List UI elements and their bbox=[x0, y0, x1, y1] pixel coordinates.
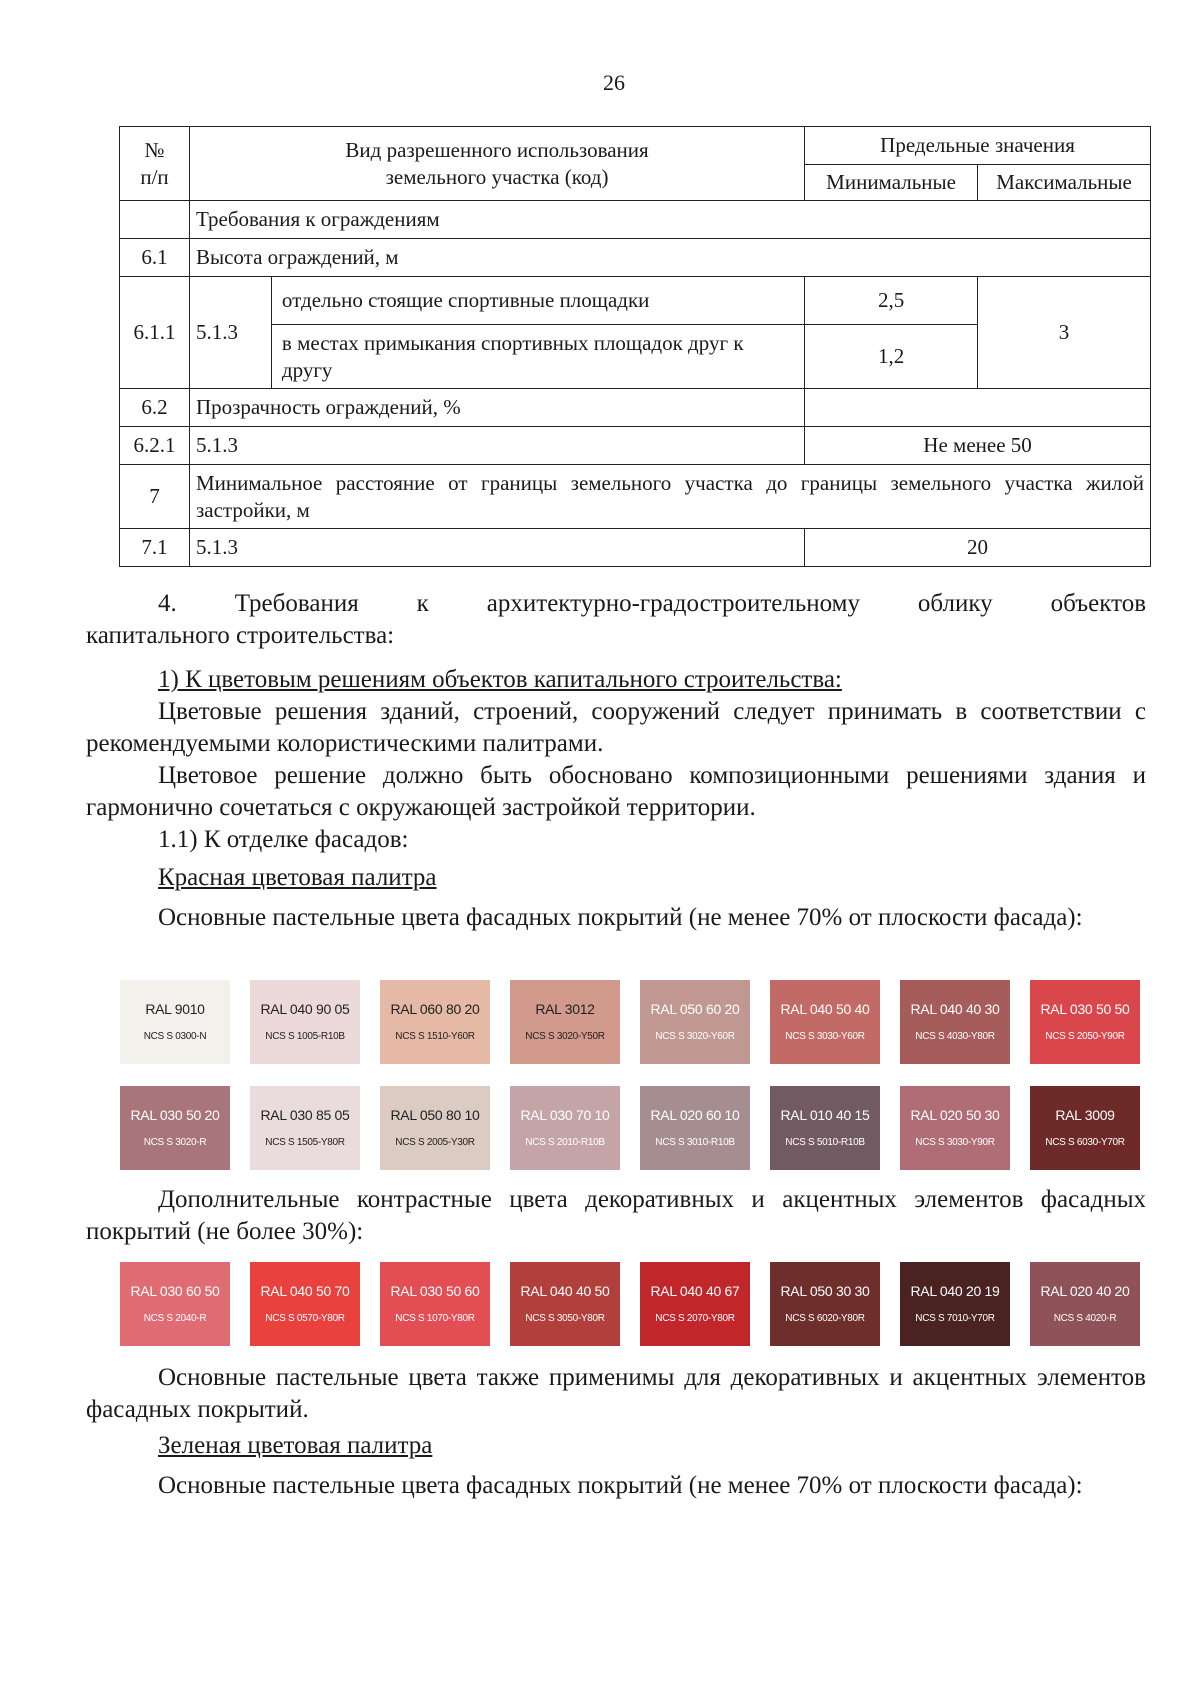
color-swatch bbox=[510, 1086, 620, 1170]
swatch-ral-code: RAL 030 50 50 bbox=[1040, 1001, 1130, 1017]
swatch-ral-code: RAL 030 70 10 bbox=[520, 1107, 610, 1123]
swatch-ncs-code: NCS S 1505-Y80R bbox=[265, 1137, 345, 1148]
row-6-2-1-value: Не менее 50 bbox=[805, 427, 1151, 465]
swatch-ral-code: RAL 030 85 05 bbox=[260, 1107, 350, 1123]
swatch-ncs-code: NCS S 1005-R10B bbox=[265, 1031, 345, 1042]
swatch-ral-code: RAL 040 40 30 bbox=[910, 1001, 1000, 1017]
swatch-ral-code: RAL 9010 bbox=[145, 1001, 205, 1017]
color-swatch bbox=[770, 1262, 880, 1346]
swatch-ncs-code: NCS S 3020-R bbox=[143, 1137, 207, 1148]
color-swatch bbox=[510, 980, 620, 1064]
swatch-ncs-code: NCS S 4020-R bbox=[1053, 1313, 1117, 1324]
row-6-2-number: 6.2 bbox=[120, 389, 190, 427]
color-swatch bbox=[510, 1262, 620, 1346]
page-number: 26 bbox=[603, 70, 625, 95]
color-swatch bbox=[640, 980, 750, 1064]
swatch-ral-code: RAL 030 50 20 bbox=[130, 1107, 220, 1123]
color-paragraph-1: Цветовые решения зданий, строений, сооружений следует принимать в соответствии с рекомендуемыми колористическими палитрами. bbox=[86, 698, 1146, 757]
color-swatch bbox=[120, 1086, 230, 1170]
color-paragraph-2: Цветовое решение должно быть обосновано композиционными решениями здания и гармонично сочетаться с окружающей застройкой территории. bbox=[86, 762, 1146, 821]
row-6-1-1-a-min: 2,5 bbox=[805, 277, 978, 325]
swatch-ncs-code: NCS S 4030-Y80R bbox=[915, 1031, 995, 1042]
swatch-ncs-code: NCS S 2040-R bbox=[143, 1313, 207, 1324]
color-swatch bbox=[1030, 980, 1140, 1064]
row-6-2-text: Прозрачность ограждений, % bbox=[189, 389, 804, 427]
swatch-ncs-code: NCS S 1510-Y60R bbox=[395, 1031, 475, 1042]
swatch-ral-code: RAL 030 50 60 bbox=[390, 1283, 480, 1299]
row-7-1-number: 7.1 bbox=[120, 529, 190, 567]
swatch-ncs-code: NCS S 6030-Y70R bbox=[1045, 1137, 1125, 1148]
swatch-ral-code: RAL 3009 bbox=[1055, 1107, 1115, 1123]
row-7-text: Минимальное расстояние от границы земельного участка до границы земельного участка жилой застройки, м bbox=[189, 465, 1150, 529]
swatch-ral-code: RAL 060 80 20 bbox=[390, 1001, 480, 1017]
color-swatch bbox=[900, 980, 1010, 1064]
color-swatch bbox=[250, 980, 360, 1064]
swatch-ncs-code: NCS S 3030-Y60R bbox=[785, 1031, 865, 1042]
facade-finish-heading: 1.1) К отделке фасадов: bbox=[158, 826, 409, 853]
color-swatch bbox=[900, 1262, 1010, 1346]
color-solutions-heading: 1) К цветовым решениям объектов капитального строительства: bbox=[158, 666, 842, 693]
row-6-1-1-max: 3 bbox=[978, 277, 1151, 389]
swatch-ncs-code: NCS S 2010-R10B bbox=[525, 1137, 605, 1148]
swatch-ncs-code: NCS S 2070-Y80R bbox=[655, 1313, 735, 1324]
swatch-ral-code: RAL 020 40 20 bbox=[1040, 1283, 1130, 1299]
swatch-ral-code: RAL 050 60 20 bbox=[650, 1001, 740, 1017]
header-min: Минимальные bbox=[805, 165, 978, 201]
swatch-ral-code: RAL 040 40 50 bbox=[520, 1283, 610, 1299]
section-4-heading-line2: капитального строительства: bbox=[86, 622, 395, 649]
swatch-ncs-code: NCS S 0570-Y80R bbox=[265, 1313, 345, 1324]
swatch-row-main-2 bbox=[120, 1086, 1140, 1170]
additional-colors-text: Дополнительные контрастные цвета декоративных и акцентных элементов фасадных покрытий (не более 30%): bbox=[86, 1186, 1146, 1245]
color-swatch bbox=[250, 1086, 360, 1170]
row-6-1-1-code: 5.1.3 bbox=[189, 277, 271, 389]
color-swatch bbox=[380, 980, 490, 1064]
swatch-ral-code: RAL 010 40 15 bbox=[780, 1107, 870, 1123]
header-number: № п/п bbox=[120, 127, 190, 201]
swatch-ncs-code: NCS S 2050-Y90R bbox=[1045, 1031, 1125, 1042]
header-limits: Предельные значения bbox=[805, 127, 1151, 165]
row-7-number: 7 bbox=[120, 465, 190, 529]
row-6-1-1-a-text: отдельно стоящие спортивные площадки bbox=[271, 277, 804, 325]
swatch-ral-code: RAL 020 60 10 bbox=[650, 1107, 740, 1123]
swatch-ral-code: RAL 030 60 50 bbox=[130, 1283, 220, 1299]
swatch-ral-code: RAL 040 40 67 bbox=[650, 1283, 740, 1299]
color-swatch bbox=[900, 1086, 1010, 1170]
swatch-ral-code: RAL 020 50 30 bbox=[910, 1107, 1000, 1123]
swatch-ral-code: RAL 040 90 05 bbox=[260, 1001, 350, 1017]
header-use-type: Вид разрешенного использования земельного участка (код) bbox=[189, 127, 804, 201]
main-pastel-colors-text-2: Основные пастельные цвета фасадных покрытий (не менее 70% от плоскости фасада): bbox=[158, 1472, 1083, 1499]
color-swatch bbox=[120, 980, 230, 1064]
section-4-heading-line1: 4. Требования к архитектурно-градостроительному облику объектов bbox=[158, 590, 1146, 617]
row-6-1-1-b-min: 1,2 bbox=[805, 325, 978, 389]
swatch-ncs-code: NCS S 3020-Y50R bbox=[525, 1031, 605, 1042]
swatch-ral-code: RAL 050 80 10 bbox=[390, 1107, 480, 1123]
main-pastel-colors-text: Основные пастельные цвета фасадных покрытий (не менее 70% от плоскости фасада): bbox=[158, 904, 1083, 931]
swatch-ncs-code: NCS S 1070-Y80R bbox=[395, 1313, 475, 1324]
swatch-ral-code: RAL 040 20 19 bbox=[910, 1283, 1000, 1299]
header-max: Максимальные bbox=[978, 165, 1151, 201]
color-swatch bbox=[380, 1086, 490, 1170]
row-fence-requirements: Требования к ограждениям bbox=[189, 201, 1150, 239]
color-swatch bbox=[640, 1086, 750, 1170]
color-swatch bbox=[770, 980, 880, 1064]
row-6-1-1-number: 6.1.1 bbox=[120, 277, 190, 389]
color-swatch bbox=[250, 1262, 360, 1346]
row-6-1-text: Высота ограждений, м bbox=[189, 239, 1150, 277]
color-swatch bbox=[120, 1262, 230, 1346]
color-swatch bbox=[640, 1262, 750, 1346]
swatch-row-additional bbox=[120, 1262, 1140, 1346]
row-6-2-1-code: 5.1.3 bbox=[189, 427, 804, 465]
swatch-ncs-code: NCS S 2005-Y30R bbox=[395, 1137, 475, 1148]
color-swatch bbox=[1030, 1086, 1140, 1170]
swatch-ncs-code: NCS S 3030-Y90R bbox=[915, 1137, 995, 1148]
swatch-ncs-code: NCS S 3010-R10B bbox=[655, 1137, 735, 1148]
red-palette-heading: Красная цветовая палитра bbox=[158, 864, 437, 891]
row-6-1-1-b-text: в местах примыкания спортивных площадок друг к другу bbox=[271, 325, 804, 389]
row-6-1-number: 6.1 bbox=[120, 239, 190, 277]
green-palette-heading: Зеленая цветовая палитра bbox=[158, 1432, 433, 1459]
swatch-row-main-1 bbox=[120, 980, 1140, 1064]
pastel-also-text: Основные пастельные цвета также применимы для декоративных и акцентных элементов фасадных покрытий. bbox=[86, 1364, 1146, 1423]
swatch-ncs-code: NCS S 3020-Y60R bbox=[655, 1031, 735, 1042]
color-swatch bbox=[770, 1086, 880, 1170]
color-swatch bbox=[380, 1262, 490, 1346]
swatch-ncs-code: NCS S 5010-R10B bbox=[785, 1137, 865, 1148]
swatch-ncs-code: NCS S 0300-N bbox=[143, 1031, 207, 1042]
row-7-1-value: 20 bbox=[805, 529, 1151, 567]
swatch-ncs-code: NCS S 3050-Y80R bbox=[525, 1313, 605, 1324]
requirements-table bbox=[119, 126, 1151, 567]
swatch-ral-code: RAL 040 50 40 bbox=[780, 1001, 870, 1017]
row-7-1-code: 5.1.3 bbox=[189, 529, 804, 567]
swatch-ral-code: RAL 3012 bbox=[535, 1001, 595, 1017]
swatch-ncs-code: NCS S 6020-Y80R bbox=[785, 1313, 865, 1324]
color-swatch bbox=[1030, 1262, 1140, 1346]
swatch-ral-code: RAL 050 30 30 bbox=[780, 1283, 870, 1299]
row-6-2-1-number: 6.2.1 bbox=[120, 427, 190, 465]
swatch-ncs-code: NCS S 7010-Y70R bbox=[915, 1313, 995, 1324]
swatch-ral-code: RAL 040 50 70 bbox=[260, 1283, 350, 1299]
